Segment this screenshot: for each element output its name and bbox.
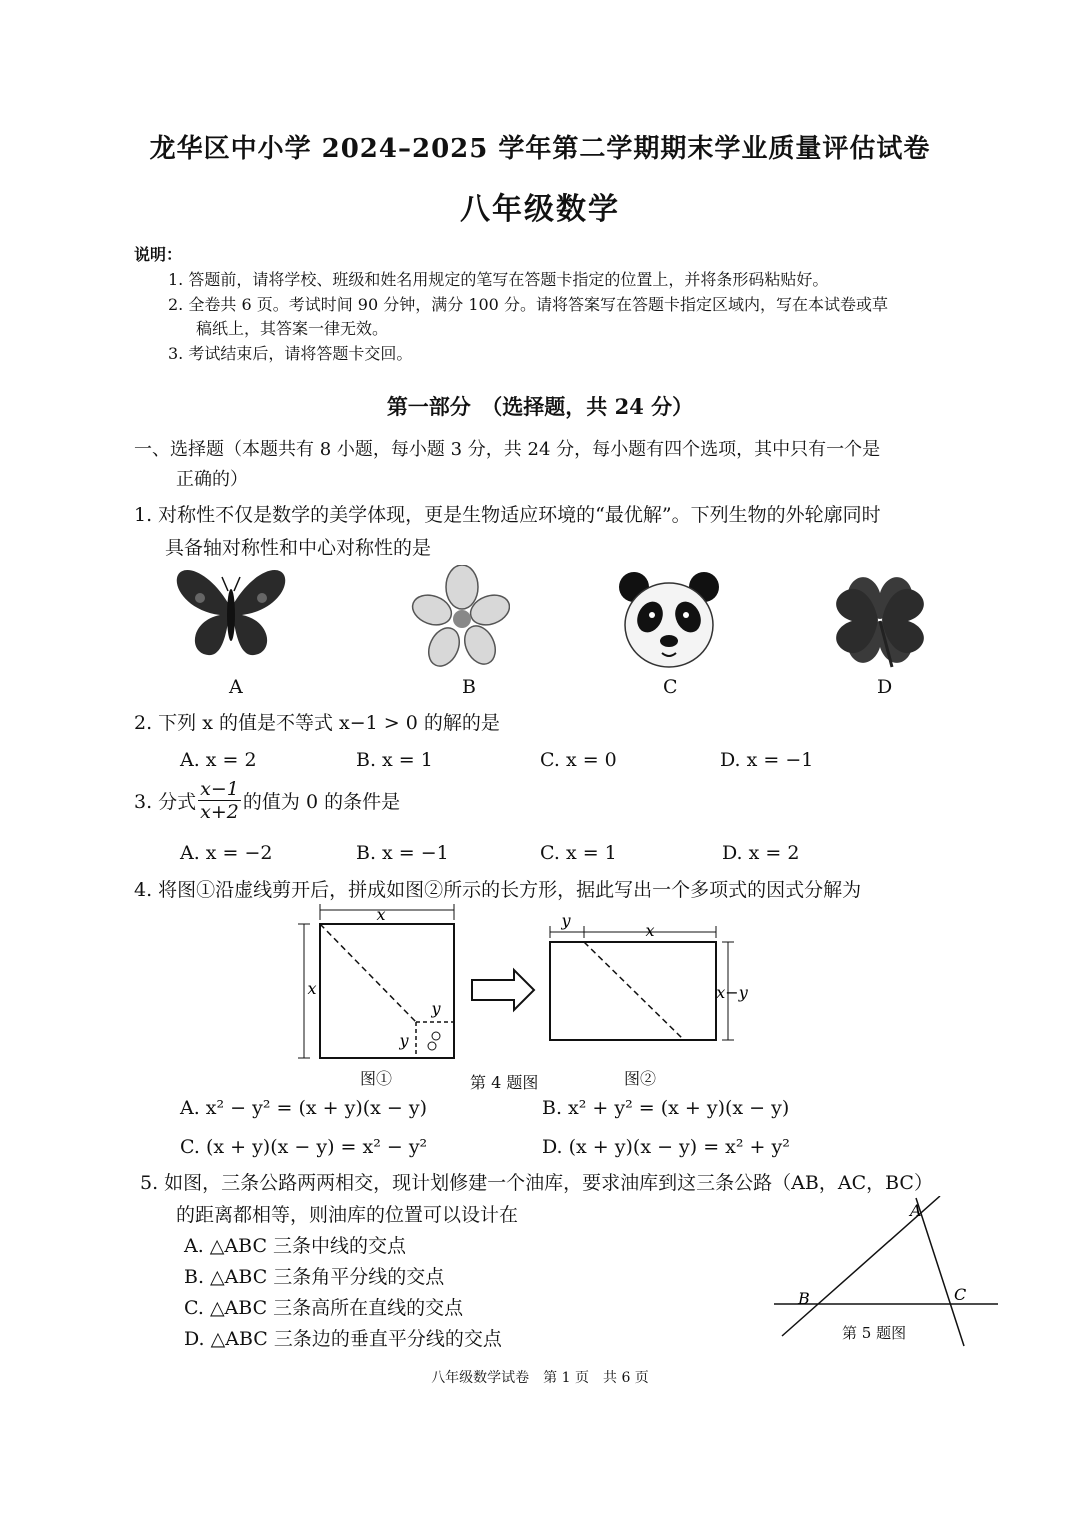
- q1-stem: 1. 对称性不仅是数学的美学体现，更是生物适应环境的“最优解”。下列生物的外轮廓同时: [134, 504, 881, 526]
- q4-option-a: A. x² − y² = (x + y)(x − y): [180, 1097, 428, 1119]
- point-c-label: C: [954, 1285, 967, 1304]
- panda-face-icon: [614, 567, 724, 671]
- q4-fig1-label: 图①: [360, 1069, 393, 1088]
- q3-prefix: 3. 分式: [134, 791, 197, 813]
- fig2-dim-x: x: [645, 921, 655, 940]
- q5-figure-caption: 第 5 题图: [842, 1324, 907, 1342]
- q3-option-b: B. x = −1: [356, 842, 449, 864]
- note-item-2-cont: 稿纸上，其答案一律无效。: [196, 319, 389, 338]
- fig1-dim-y-top: y: [431, 999, 441, 1018]
- q3-suffix: 的值为 0 的条件是: [242, 791, 401, 813]
- notes-label: 说明：: [134, 245, 183, 264]
- point-a-label: A: [910, 1201, 922, 1220]
- q4-option-c: C. (x + y)(x − y) = x² − y²: [180, 1136, 428, 1158]
- q4-figure-caption: 第 4 题图: [470, 1073, 539, 1092]
- q1-option-c-label: C: [663, 676, 678, 698]
- q3-denominator: x+2: [200, 801, 239, 823]
- q2-option-a: A. x = 2: [180, 749, 257, 771]
- q5-option-d: D. △ABC 三条边的垂直平分线的交点: [184, 1328, 502, 1350]
- point-b-label: B: [798, 1289, 810, 1308]
- q5-stem-cont: 的距离都相等，则油库的位置可以设计在: [176, 1204, 519, 1226]
- part-heading: 第一部分 （选择题，共 24 分）: [386, 394, 694, 419]
- q5-option-a: A. △ABC 三条中线的交点: [184, 1235, 407, 1257]
- q4-option-d: D. (x + y)(x − y) = x² + y²: [542, 1136, 790, 1158]
- q3-option-d: D. x = 2: [722, 842, 800, 864]
- section-instructions: 一、选择题（本题共有 8 小题，每小题 3 分，共 24 分，每小题有四个选项，其中只有一个是: [134, 439, 881, 460]
- q5-option-c: C. △ABC 三条高所在直线的交点: [184, 1297, 464, 1319]
- q3-option-a: A. x = −2: [180, 842, 273, 864]
- q1-option-a-label: A: [229, 676, 243, 698]
- note-item-1: 1. 答题前，请将学校、班级和姓名用规定的笔写在答题卡指定的位置上，并将条形码粘贴好。: [168, 270, 829, 289]
- q4-fig2-label: 图②: [624, 1069, 657, 1088]
- q3-option-c: C. x = 1: [540, 842, 617, 864]
- q1-option-d-label: D: [877, 676, 893, 698]
- note-item-2: 2. 全卷共 6 页。考试时间 90 分钟，满分 100 分。请将答案写在答题卡指定区域内，写在本试卷或草: [168, 295, 888, 314]
- fig2-dim-x-minus-y: x−y: [716, 983, 748, 1002]
- exam-title: 龙华区中小学 2024–2025 学年第二学期期末学业质量评估试卷: [149, 134, 931, 164]
- page-footer: 八年级数学试卷 第 1 页 共 6 页: [431, 1370, 649, 1386]
- butterfly-icon: [170, 563, 292, 663]
- q4-option-b: B. x² + y² = (x + y)(x − y): [542, 1097, 790, 1119]
- plumeria-flower-icon: [410, 565, 510, 673]
- q2-stem: 2. 下列 x 的值是不等式 x−1 > 0 的解的是: [134, 712, 500, 734]
- q5-option-b: B. △ABC 三条角平分线的交点: [184, 1266, 445, 1288]
- q2-option-c: C. x = 0: [540, 749, 617, 771]
- q3-stem: [134, 778, 400, 823]
- exam-subject: 八年级数学: [460, 192, 620, 227]
- fig1-dim-x-top: x: [376, 905, 386, 924]
- q1-stem-cont: 具备轴对称性和中心对称性的是: [165, 537, 432, 559]
- four-leaf-clover-icon: [826, 569, 934, 673]
- q1-option-b-label: B: [462, 676, 476, 698]
- fig2-dim-y: y: [561, 911, 571, 930]
- note-item-3: 3. 考试结束后，请将答题卡交回。: [168, 344, 413, 363]
- q2-option-b: B. x = 1: [356, 749, 433, 771]
- fig1-dim-y-side: y: [399, 1031, 409, 1050]
- q5-stem: 5. 如图，三条公路两两相交，现计划修建一个油库，要求油库到这三条公路（AB，AC，BC）: [140, 1172, 933, 1194]
- q3-fraction: [198, 778, 241, 823]
- q2-option-d: D. x = −1: [720, 749, 814, 771]
- fig1-dim-x-side: x: [307, 979, 317, 998]
- section-instructions-cont: 正确的）: [176, 469, 248, 490]
- q4-stem: 4. 将图①沿虚线剪开后，拼成如图②所示的长方形，据此写出一个多项式的因式分解为: [134, 879, 862, 901]
- q3-numerator: x−1: [200, 778, 239, 800]
